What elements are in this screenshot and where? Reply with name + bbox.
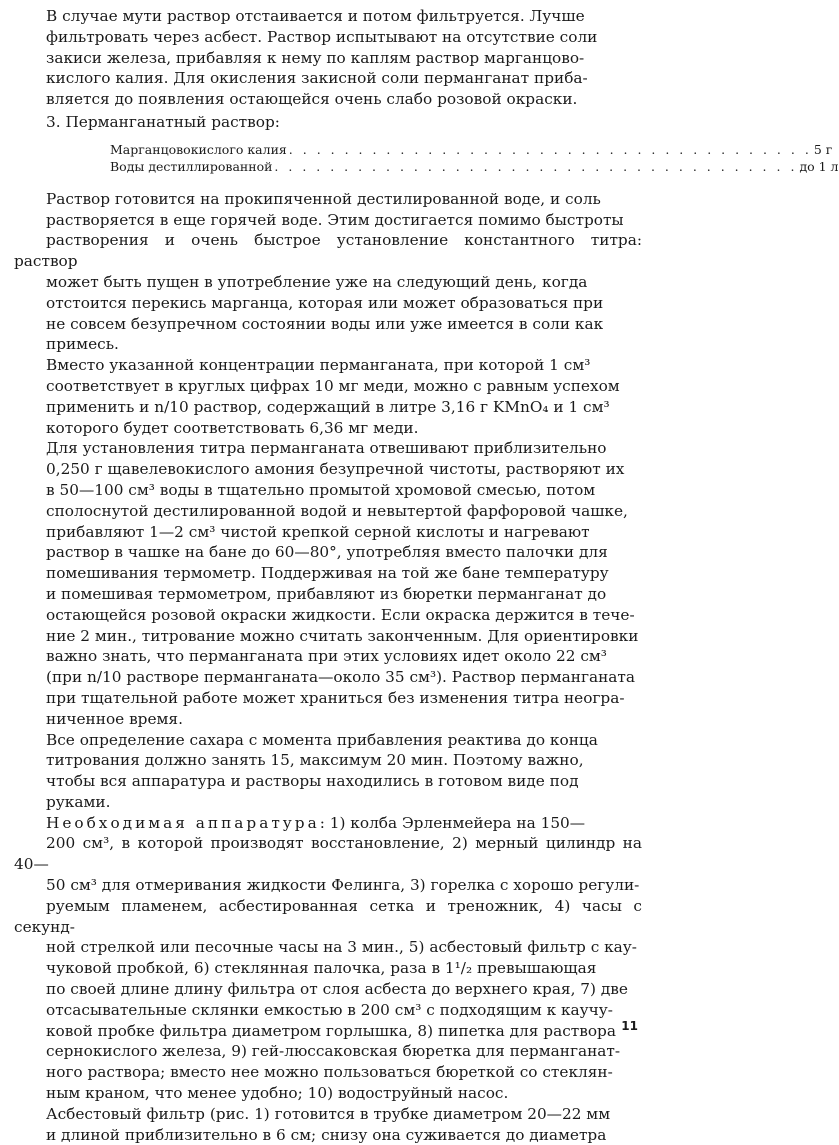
text-line: растворяется в еще горячей воде. Этим достигается помимо быстроты xyxy=(46,210,624,229)
recipe-ingredient: Марганцовокислого калия xyxy=(110,141,287,157)
spaced-lead: Необходимая аппаратура xyxy=(46,813,320,832)
text-fragment: : 1) колба Эрленмейера на 150— xyxy=(319,813,586,832)
text-line: (при n/10 растворе перманганата—около 35 см³). Раствор перманганата xyxy=(46,668,635,687)
paragraph-preparation xyxy=(14,189,642,355)
text-line: может быть пущен в употребление уже на следующий день, когда xyxy=(46,272,588,291)
text-line: ниченное время. xyxy=(46,709,183,728)
text-line: применить и n/10 раствор, содержащий в литре 3,16 г KMnO₄ и 1 см³ xyxy=(46,397,610,416)
text-line: ной стрелкой или песочные часы на 3 мин., 5) асбестовый фильтр с кау- xyxy=(46,938,637,957)
text-line: и помешивая термометром, прибавляют из бюретки перманганат до xyxy=(46,584,607,603)
text-line: кислого калия. Для окисления закисной соли перманганат приба- xyxy=(46,69,588,88)
text-line: отстоится перекись марганца, которая или может образоваться при xyxy=(46,293,604,312)
section-heading-permanganate: 3. Перманганатный раствор: xyxy=(46,112,280,131)
recipe-list xyxy=(110,141,839,175)
text-line: руемым пламенем, асбестированная сетка и треножник, 4) часы с секунд- xyxy=(14,896,642,936)
text-line: важно знать, что перманганата при этих условиях идет около 22 см³ xyxy=(46,647,607,666)
paragraph-asbestos-filter xyxy=(14,1104,642,1145)
text-line: ковой пробке фильтра диаметром горлышка, 8) пипетка для раствора xyxy=(46,1021,616,1040)
page-number: 11 xyxy=(621,1019,638,1033)
text-line: титрования должно занять 15, максимум 20 мин. Поэтому важно, xyxy=(46,751,584,770)
text-line: 200 см³, в которой производят восстановление, 2) мерный цилиндр на 40— xyxy=(14,834,642,874)
text-line: В случае мути раствор отстаивается и потом фильтруется. Лучше xyxy=(46,7,585,25)
text-line: при тщательной работе может храниться без изменения титра неогра- xyxy=(46,688,625,707)
text-line: ным краном, что менее удобно; 10) водоструйный насос. xyxy=(46,1084,509,1103)
text-line: Все определение сахара с момента прибавления реактива до конца xyxy=(46,730,598,749)
text-line: ного раствора; вместо нее можно пользоваться бюреткой со стеклян- xyxy=(46,1063,613,1082)
paragraph-concentration xyxy=(14,355,642,438)
text-line: остающейся розовой окраски жидкости. Если окраска держится в тече- xyxy=(46,605,635,624)
leader-dots: . . . . . . . . . . . . . . . . . . . . . . . . . . . . . . . . . . . . . . xyxy=(288,141,812,157)
text-line: и длиной приблизительно в 6 см; снизу она суживается до диаметра xyxy=(46,1125,607,1144)
text-line: примесь. xyxy=(46,335,119,354)
recipe-ingredient: Воды дестиллированной xyxy=(110,158,273,174)
text-line: сернокислого железа, 9) гей-люссаковская бюретка для перманганат- xyxy=(46,1042,621,1061)
recipe-row xyxy=(110,158,839,175)
text-line: соответствует в круглых цифрах 10 мг меди, можно с равным успехом xyxy=(46,376,620,395)
paragraph-apparatus xyxy=(14,813,642,1104)
recipe-quantity: 5 г xyxy=(813,141,833,157)
text-line: вляется до появления остающейся очень слабо розовой окраски. xyxy=(46,90,578,109)
text-line: прибавляют 1—2 см³ чистой крепкой серной кислоты и нагревают xyxy=(46,522,590,541)
paragraph-filtering xyxy=(14,6,642,110)
text-line: Асбестовый фильтр (рис. 1) готовится в трубке диаметром 20—22 мм xyxy=(46,1104,611,1123)
text-line: отсасывательные склянки емкостью в 200 см³ с подходящим к каучу- xyxy=(46,1000,613,1019)
text-line: руками. xyxy=(46,792,111,811)
text-line: фильтровать через асбест. Раствор испытывают на отсутствие соли xyxy=(46,27,598,46)
text-line: Вместо указанной концентрации перманганата, при которой 1 см³ xyxy=(46,356,591,375)
text-line xyxy=(14,813,642,834)
recipe-row xyxy=(110,141,833,158)
text-line: 0,250 г щавелевокислого амония безупречной чистоты, растворяют их xyxy=(46,460,625,479)
text-line: чтобы вся аппаратура и растворы находились в готовом виде под xyxy=(46,772,579,791)
text-line: чуковой пробкой, 6) стеклянная палочка, раза в 1¹/₂ превышающая xyxy=(46,959,597,978)
text-line: Для установления титра перманганата отвешивают приблизительно xyxy=(46,439,607,458)
paragraph-timing xyxy=(14,730,642,813)
text-line: по своей длине длину фильтра от слоя асбеста до верхнего края, 7) две xyxy=(46,980,628,999)
text-line: закиси железа, прибавляя к нему по каплям раствор марганцово- xyxy=(46,48,585,67)
text-line: которого будет соответствовать 6,36 мг меди. xyxy=(46,418,419,437)
recipe-quantity: до 1 л xyxy=(799,158,839,174)
text-line: 50 см³ для отмеривания жидкости Фелинга, 3) горелка с хорошо регули- xyxy=(46,876,640,895)
paragraph-titer xyxy=(14,438,642,729)
text-line: раствор в чашке на бане до 60—80°, употребляя вместо палочки для xyxy=(46,543,608,562)
page xyxy=(14,6,839,1145)
text-line: Раствор готовится на прокипяченной дестилированной воде, и соль xyxy=(46,189,601,208)
leader-dots: . . . . . . . . . . . . . . . . . . . . . . . . . . . . . . . . . . . . . . xyxy=(274,158,798,174)
text-line: растворения и очень быстрое установление константного титра: раствор xyxy=(14,231,642,271)
text-line: ние 2 мин., титрование можно считать законченным. Для ориентировки xyxy=(46,626,639,645)
text-line: в 50—100 см³ воды в тщательно промытой хромовой смесью, потом xyxy=(46,480,596,499)
text-line: сполоснутой дестилированной водой и невытертой фарфоровой чашке, xyxy=(46,501,628,520)
text-line: не совсем безупречном состоянии воды или уже имеется в соли как xyxy=(46,314,604,333)
text-line: помешивания термометр. Поддерживая на той же бане температуру xyxy=(46,564,609,583)
